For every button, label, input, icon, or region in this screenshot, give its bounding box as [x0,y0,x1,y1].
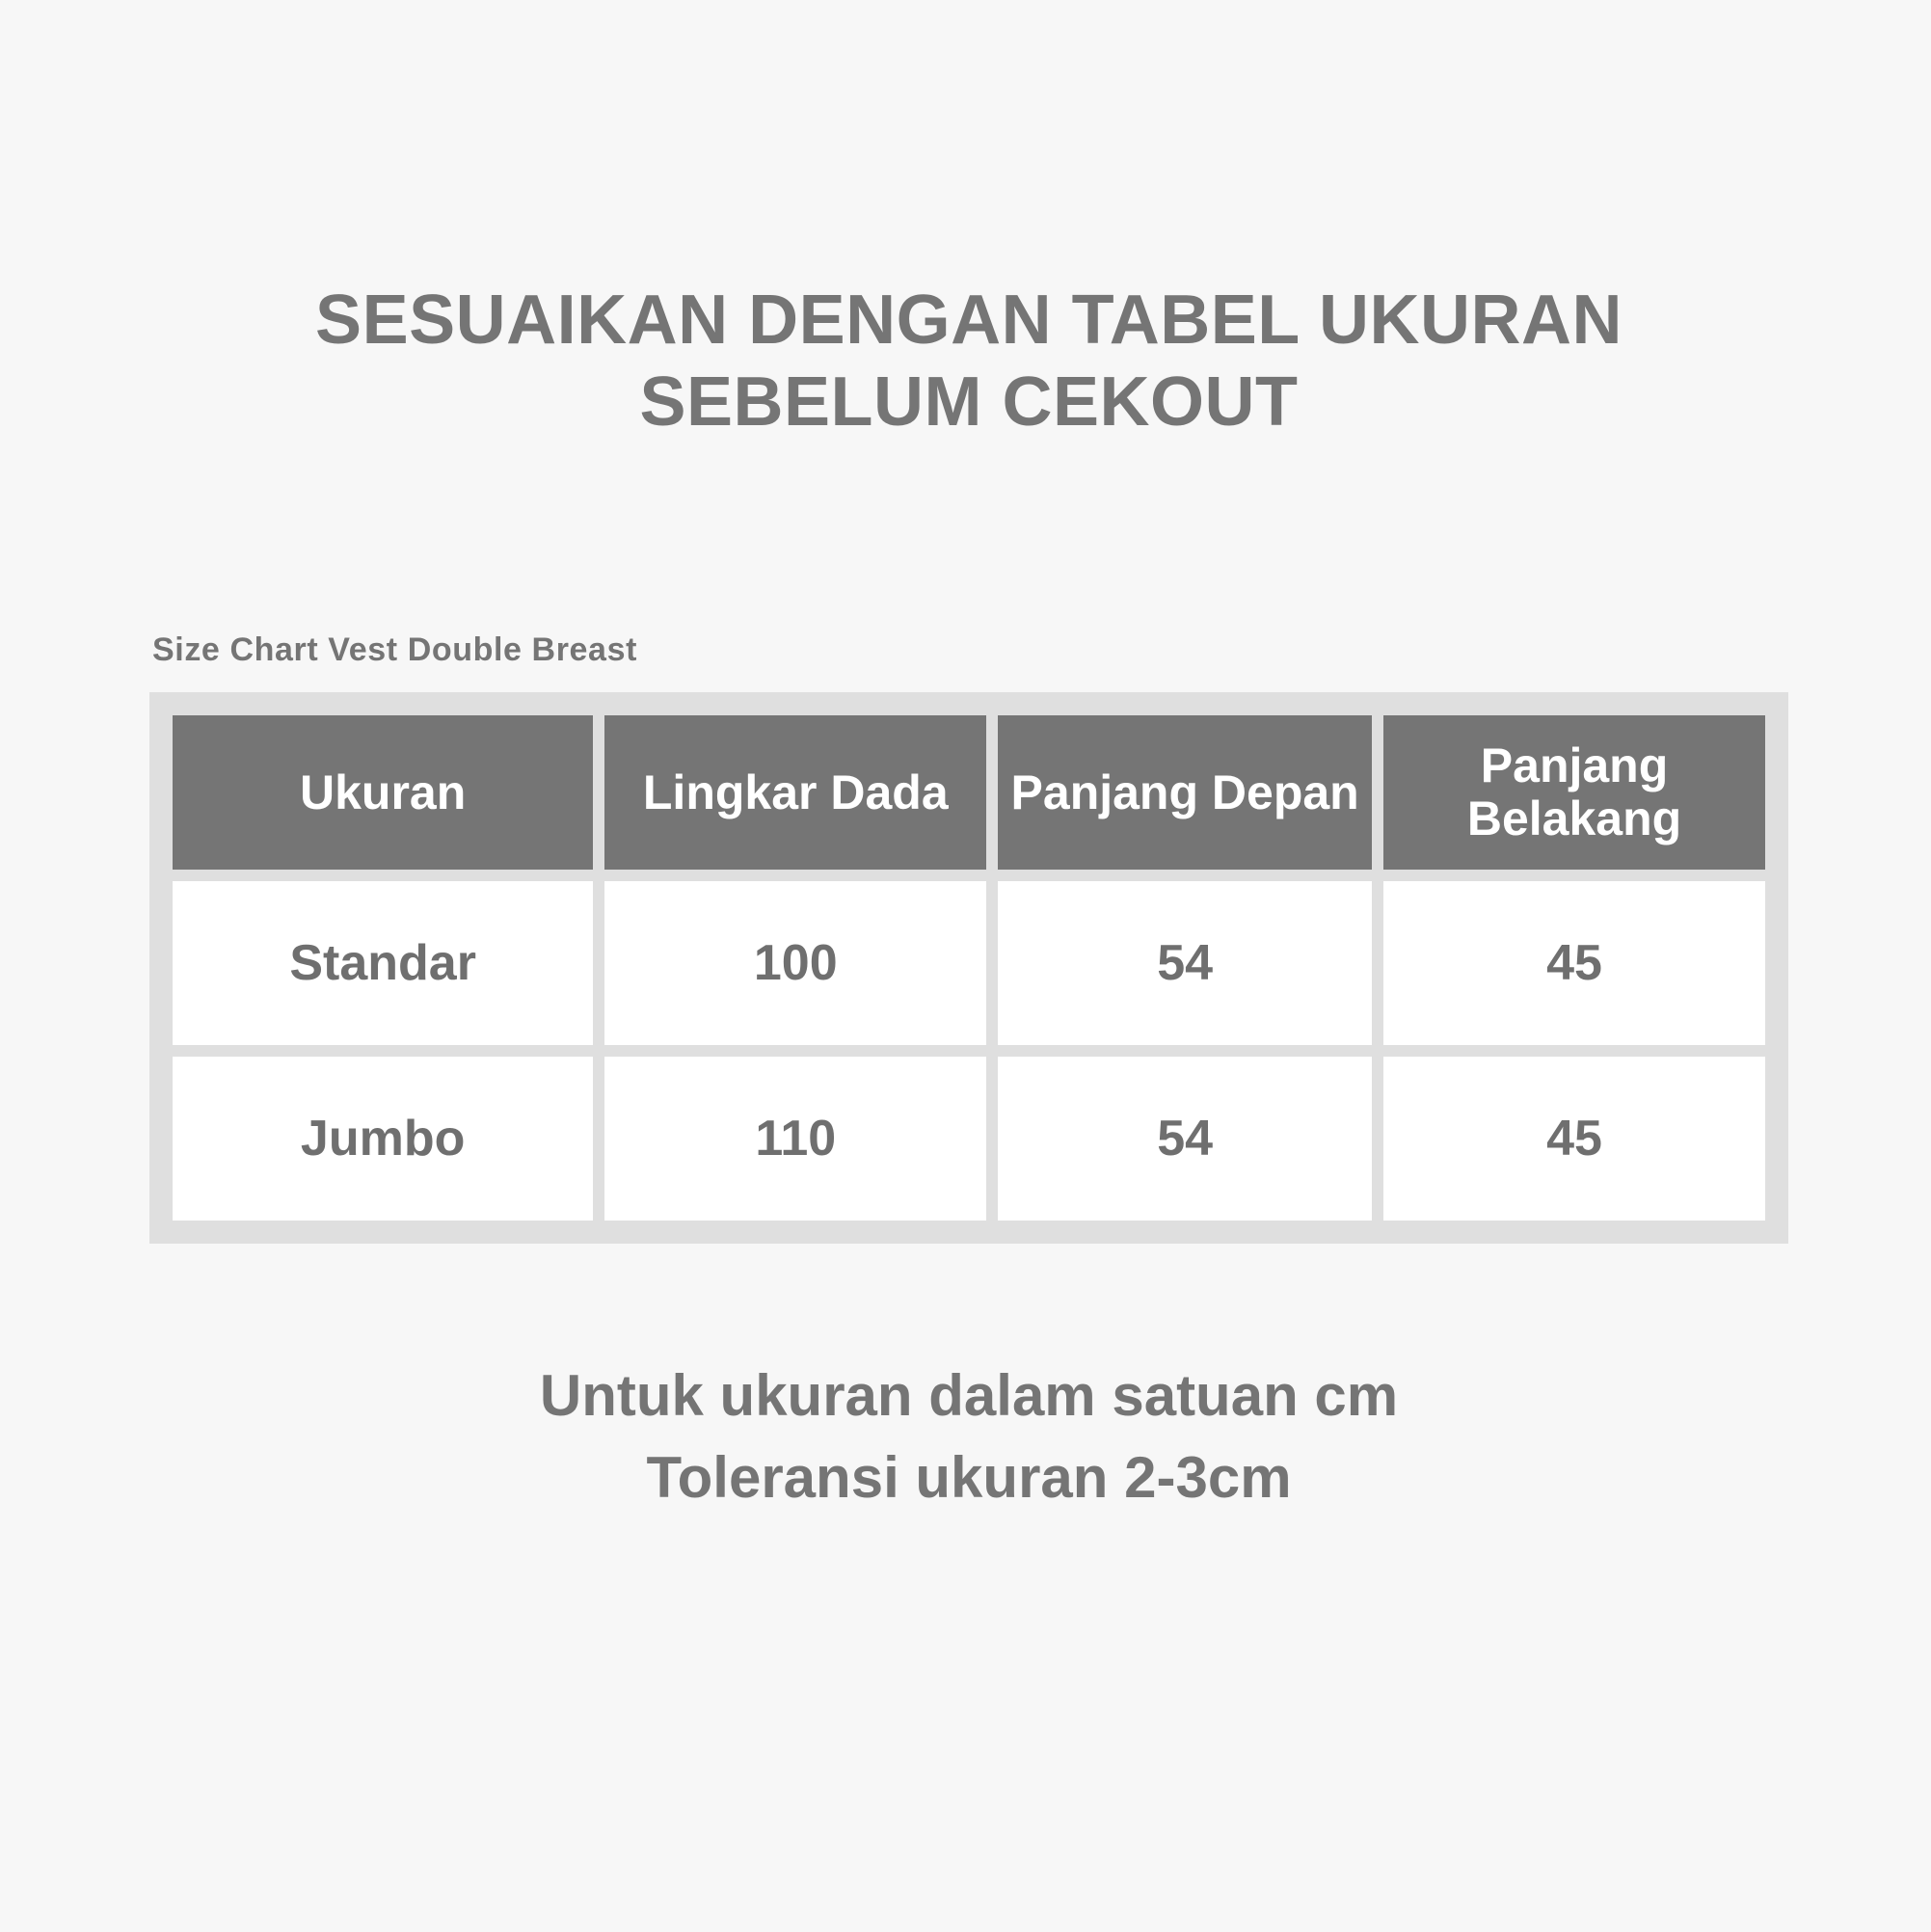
page-title: SESUAIKAN DENGAN TABEL UKURAN SEBELUM CEKOUT [315,282,1623,441]
cell-size-name: Standar [173,881,593,1045]
table-header-panjang-depan: Panjang Depan [998,715,1372,870]
cell-chest: 110 [604,1057,986,1221]
cell-back-length: 45 [1383,881,1765,1045]
table-header-panjang-belakang: Panjang Belakang [1383,715,1765,870]
cell-back-length: 45 [1383,1057,1765,1221]
size-table-container [149,692,1788,1244]
cell-front-length: 54 [998,881,1372,1045]
footnote-block [154,1355,1783,1518]
cell-front-length: 54 [998,1057,1372,1221]
size-chart-caption: Size Chart Vest Double Breast [152,631,637,668]
footnote-tolerance: Toleransi ukuran 2-3cm [646,1445,1292,1511]
table-header-row [173,715,1765,870]
cell-chest: 100 [604,881,986,1045]
footnote-unit: Untuk ukuran dalam satuan cm [539,1363,1399,1428]
cell-size-name: Jumbo [173,1057,593,1221]
table-header-ukuran: Ukuran [173,715,593,870]
table-row [173,881,1765,1045]
table-row [173,1057,1765,1221]
size-table [161,704,1777,1232]
table-header-lingkar-dada: Lingkar Dada [604,715,986,870]
